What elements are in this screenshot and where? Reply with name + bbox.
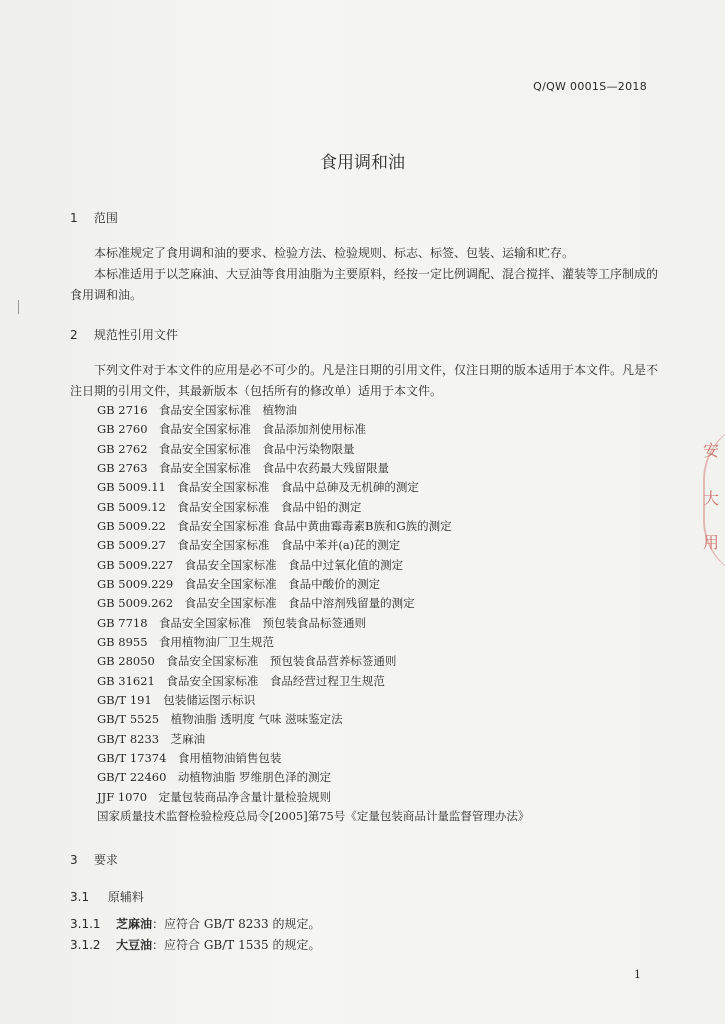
section-2-heading — [70, 326, 178, 343]
red-seal-stamp — [695, 430, 725, 570]
reference-item: GB 8955 食用植物油厂卫生规范 — [97, 635, 275, 649]
section-number: 1 — [70, 211, 78, 225]
section-title: 规范性引用文件 — [93, 328, 178, 342]
reference-item: GB 2716 食品安全国家标准 植物油 — [97, 403, 298, 417]
section-3-heading — [70, 851, 118, 868]
reference-item: GB/T 22460 动植物油脂 罗维朋色泽的测定 — [97, 770, 332, 784]
scope-paragraph-2: 本标准适用于以芝麻油、大豆油等食用油脂为主要原料，经按一定比例调配、混合搅拌、灌装等工序制成的食用调和油。 — [70, 267, 659, 302]
section-number: 3 — [70, 853, 78, 867]
reference-item: GB 31621 食品安全国家标准 食品经营过程卫生规范 — [97, 674, 385, 688]
subsection-title: 原辅料 — [107, 890, 144, 904]
item-label: 芝麻油 — [116, 917, 153, 931]
reference-item: GB/T 191 包装储运图示标识 — [97, 693, 256, 707]
page-number: 1 — [634, 968, 641, 981]
scope-paragraph-1: 本标准规定了食用调和油的要求、检验方法、检验规则、标志、标签、包装、运输和贮存。 — [94, 246, 575, 260]
item-number: 3.1.2 — [70, 938, 101, 952]
seal-char: 用 — [703, 533, 720, 552]
reference-item: GB/T 8233 芝麻油 — [97, 732, 206, 746]
item-number: 3.1.1 — [70, 917, 101, 931]
reference-item: GB 28050 食品安全国家标准 预包装食品营养标签通则 — [97, 654, 397, 668]
references-intro: 下列文件对于本文件的应用是必不可少的。凡是注日期的引用文件，仅注日期的版本适用于本文件。凡是不注日期的引用文件，其最新版本（包括所有的修改单）适用于本文件。 — [70, 363, 659, 398]
section-title: 范围 — [93, 211, 118, 225]
reference-item: GB 5009.262 食品安全国家标准 食品中溶剂残留量的测定 — [97, 596, 415, 610]
item-text: ：应符合 GB/T 1535 的规定。 — [152, 938, 321, 952]
seal-char: 安 — [703, 441, 720, 460]
section-title: 要求 — [93, 853, 118, 867]
reference-item: GB 5009.27 食品安全国家标准 食品中苯并(a)芘的测定 — [97, 538, 401, 552]
subsection-number: 3.1 — [70, 890, 90, 904]
reference-item: GB 5009.229 食品安全国家标准 食品中酸价的测定 — [97, 577, 381, 591]
subsection-3-1-heading — [70, 888, 144, 905]
seal-char: 大 — [703, 489, 720, 508]
requirement-item — [70, 936, 320, 953]
reference-item: GB 2760 食品安全国家标准 食品添加剂使用标准 — [97, 422, 367, 436]
reference-item: 国家质量技术监督检验检疫总局令[2005]第75号《定量包装商品计量监督管理办法》 — [97, 809, 530, 823]
section-1-heading — [70, 209, 118, 226]
item-text: ：应符合 GB/T 8233 的规定。 — [152, 917, 321, 931]
reference-item: GB 2763 食品安全国家标准 食品中农药最大残留限量 — [97, 461, 390, 475]
requirement-item — [70, 915, 320, 932]
reference-item: GB 2762 食品安全国家标准 食品中污染物限量 — [97, 442, 355, 456]
reference-item: JJF 1070 定量包装商品净含量计量检验规则 — [97, 790, 332, 804]
reference-item: GB 5009.22 食品安全国家标准 食品中黄曲霉毒素B族和G族的测定 — [97, 519, 452, 533]
item-label: 大豆油 — [116, 938, 153, 952]
section-number: 2 — [70, 328, 78, 342]
reference-item: GB 5009.12 食品安全国家标准 食品中铅的测定 — [97, 500, 362, 514]
standard-code: Q/QW 0001S—2018 — [533, 80, 647, 93]
reference-item: GB/T 17374 食用植物油销售包装 — [97, 751, 282, 765]
reference-item: GB 5009.11 食品安全国家标准 食品中总砷及无机砷的测定 — [97, 480, 419, 494]
document-title: 食用调和油 — [320, 153, 405, 173]
reference-item: GB 5009.227 食品安全国家标准 食品中过氧化值的测定 — [97, 558, 404, 572]
margin-mark — [18, 300, 19, 314]
reference-item: GB 7718 食品安全国家标准 预包装食品标签通则 — [97, 616, 367, 630]
reference-item: GB/T 5525 植物油脂 透明度 气味 滋味鉴定法 — [97, 712, 343, 726]
